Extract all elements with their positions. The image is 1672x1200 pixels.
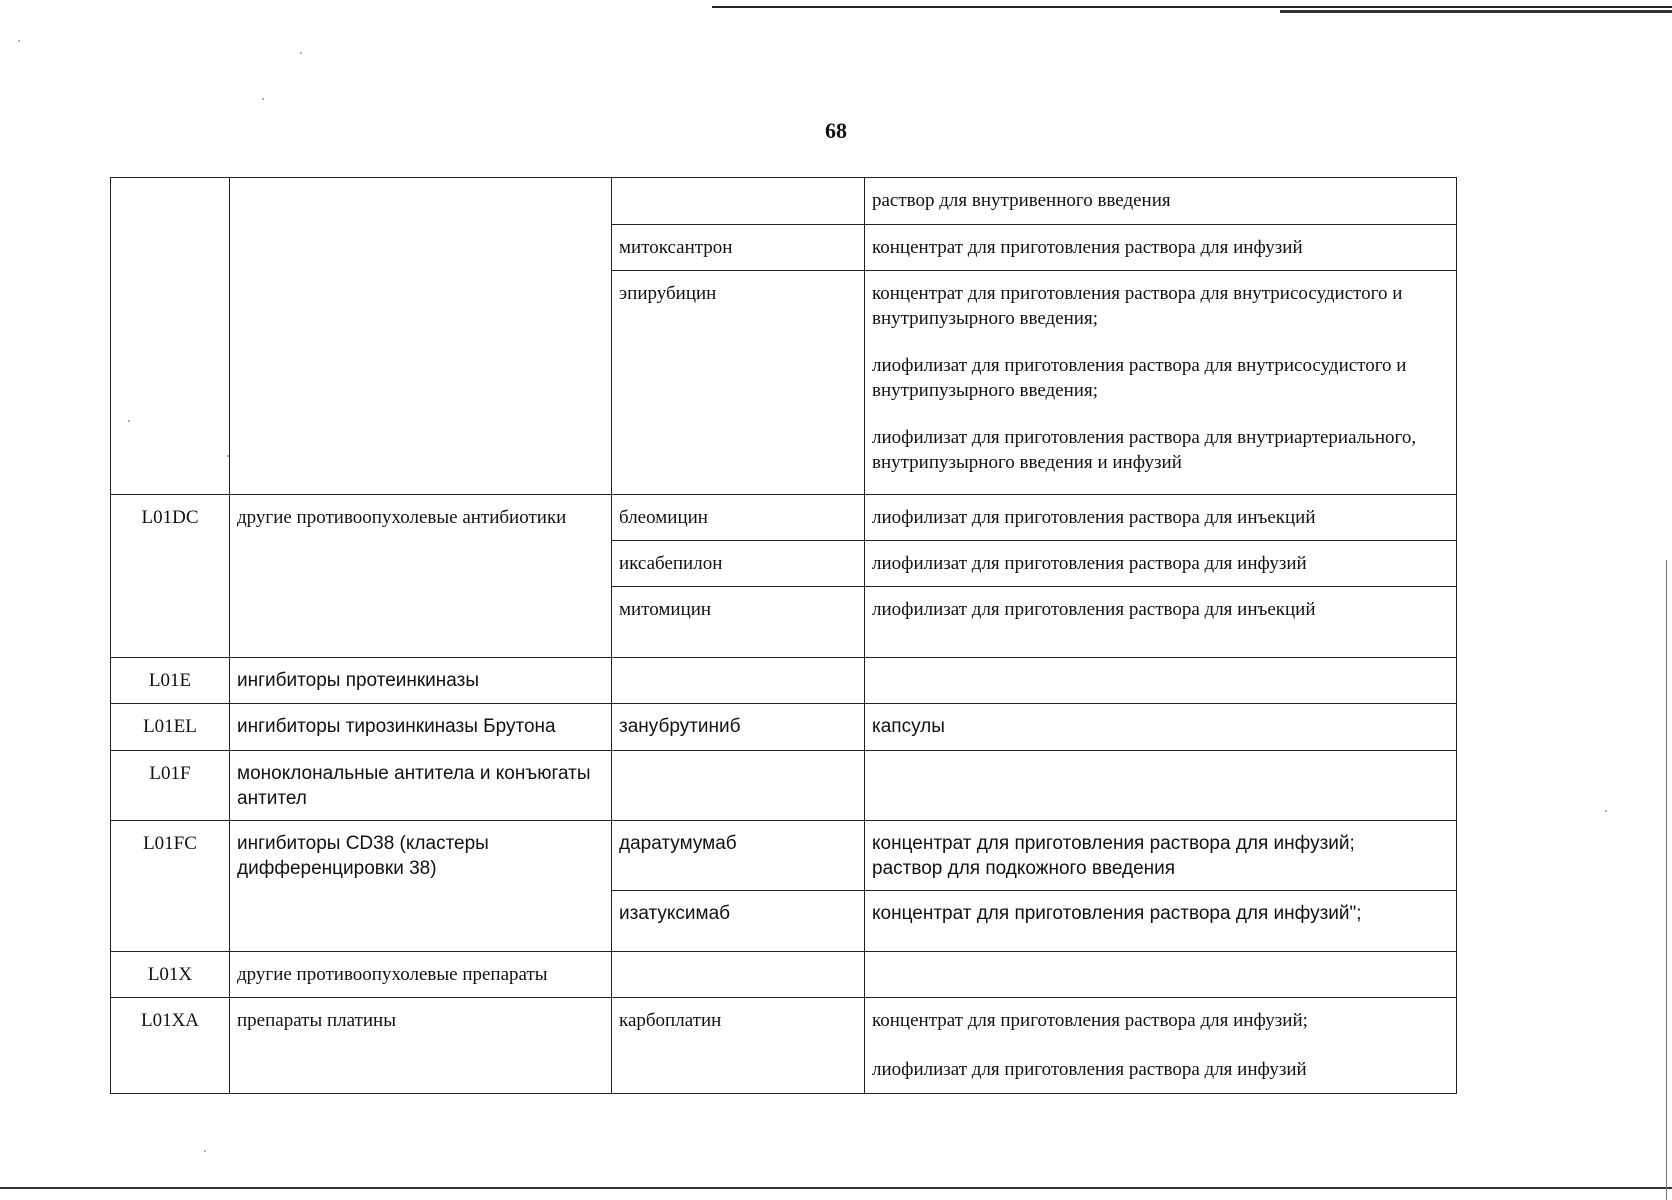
- code-cell: L01FC: [111, 821, 230, 952]
- scan-bottom-rule: [0, 1187, 1672, 1189]
- code-cell: L01DC: [111, 495, 230, 658]
- scan-speck: [204, 1150, 206, 1152]
- forms-cell: [865, 821, 1457, 891]
- forms-cell: [865, 998, 1457, 1094]
- drug-cell: иксабепилон: [612, 541, 865, 587]
- table-row: [111, 178, 1457, 225]
- dosage-form: лиофилизат для приготовления раствора для инфузий: [872, 1059, 1307, 1080]
- group-cell: [230, 178, 612, 495]
- dosage-form: лиофилизат для приготовления раствора для инъекций: [872, 507, 1316, 528]
- forms-cell: [865, 271, 1457, 495]
- drug-cell: занубрутиниб: [612, 704, 865, 751]
- drug-cell: эпирубицин: [612, 271, 865, 495]
- forms-cell: [865, 225, 1457, 271]
- forms-cell: [865, 541, 1457, 587]
- scan-speck: [300, 52, 302, 54]
- page-number: 68: [825, 118, 847, 143]
- drug-cell: [612, 751, 865, 821]
- drug-cell: карбоплатин: [612, 998, 865, 1094]
- forms-cell: [865, 952, 1457, 998]
- dosage-form: лиофилизат для приготовления раствора для инфузий: [872, 553, 1307, 574]
- table-row: [111, 495, 1457, 541]
- forms-cell: [865, 891, 1457, 952]
- code-cell: L01F: [111, 751, 230, 821]
- group-cell: ингибиторы тирозинкиназы Брутона: [230, 704, 612, 751]
- dosage-form: концентрат для приготовления раствора для внутрисосудистого и внутрипузырного введения;: [872, 283, 1403, 329]
- scan-speck: [262, 98, 264, 100]
- dosage-form: концентрат для приготовления раствора для инфузий";: [872, 903, 1362, 924]
- code-cell: L01X: [111, 952, 230, 998]
- table-row: [111, 821, 1457, 891]
- dosage-form: лиофилизат для приготовления раствора для внутрисосудистого и внутрипузырного введения;: [872, 355, 1407, 401]
- drug-cell: [612, 658, 865, 704]
- table-row: [111, 751, 1457, 821]
- group-cell: другие противоопухолевые препараты: [230, 952, 612, 998]
- scan-speck: [18, 40, 20, 42]
- dosage-form: раствор для внутривенного введения: [872, 190, 1171, 211]
- dosage-form: концентрат для приготовления раствора для инфузий;: [872, 1010, 1308, 1031]
- dosage-form: лиофилизат для приготовления раствора для инъекций: [872, 599, 1316, 620]
- scan-top-rule: [712, 6, 1672, 8]
- forms-cell: [865, 495, 1457, 541]
- drug-cell: митоксантрон: [612, 225, 865, 271]
- drug-cell: изатуксимаб: [612, 891, 865, 952]
- code-cell: [111, 178, 230, 495]
- scan-right-edge: [1666, 560, 1667, 1200]
- scan-speck: [227, 455, 229, 457]
- group-cell: препараты платины: [230, 998, 612, 1094]
- forms-cell: [865, 704, 1457, 751]
- group-cell: другие противоопухолевые антибиотики: [230, 495, 612, 658]
- drug-classification-table: [110, 177, 1457, 1094]
- dosage-form: концентрат для приготовления раствора для инфузий: [872, 237, 1303, 258]
- dosage-form: лиофилизат для приготовления раствора для внутриартериального, внутрипузырного введения и инфузий: [872, 427, 1417, 473]
- drug-cell: даратумумаб: [612, 821, 865, 891]
- drug-cell: [612, 952, 865, 998]
- group-cell: моноклональные антитела и конъюгаты антител: [230, 751, 612, 821]
- scan-speck: [1605, 810, 1607, 812]
- drug-cell: блеомицин: [612, 495, 865, 541]
- drug-cell: [612, 178, 865, 225]
- dosage-form: раствор для подкожного введения: [872, 858, 1176, 879]
- table-row: [111, 998, 1457, 1094]
- dosage-form: капсулы: [872, 716, 945, 737]
- scan-speck: [128, 420, 130, 422]
- forms-cell: [865, 658, 1457, 704]
- group-cell: ингибиторы CD38 (кластеры дифференцировки 38): [230, 821, 612, 952]
- table-row: [111, 952, 1457, 998]
- code-cell: L01E: [111, 658, 230, 704]
- table-row: [111, 658, 1457, 704]
- group-cell: ингибиторы протеинкиназы: [230, 658, 612, 704]
- table-row: [111, 704, 1457, 751]
- forms-cell: [865, 587, 1457, 658]
- drug-cell: митомицин: [612, 587, 865, 658]
- code-cell: L01EL: [111, 704, 230, 751]
- dosage-form: концентрат для приготовления раствора для инфузий;: [872, 833, 1355, 854]
- scan-top-rule-thick: [1280, 10, 1672, 13]
- forms-cell: [865, 751, 1457, 821]
- forms-cell: [865, 178, 1457, 225]
- code-cell: L01XA: [111, 998, 230, 1094]
